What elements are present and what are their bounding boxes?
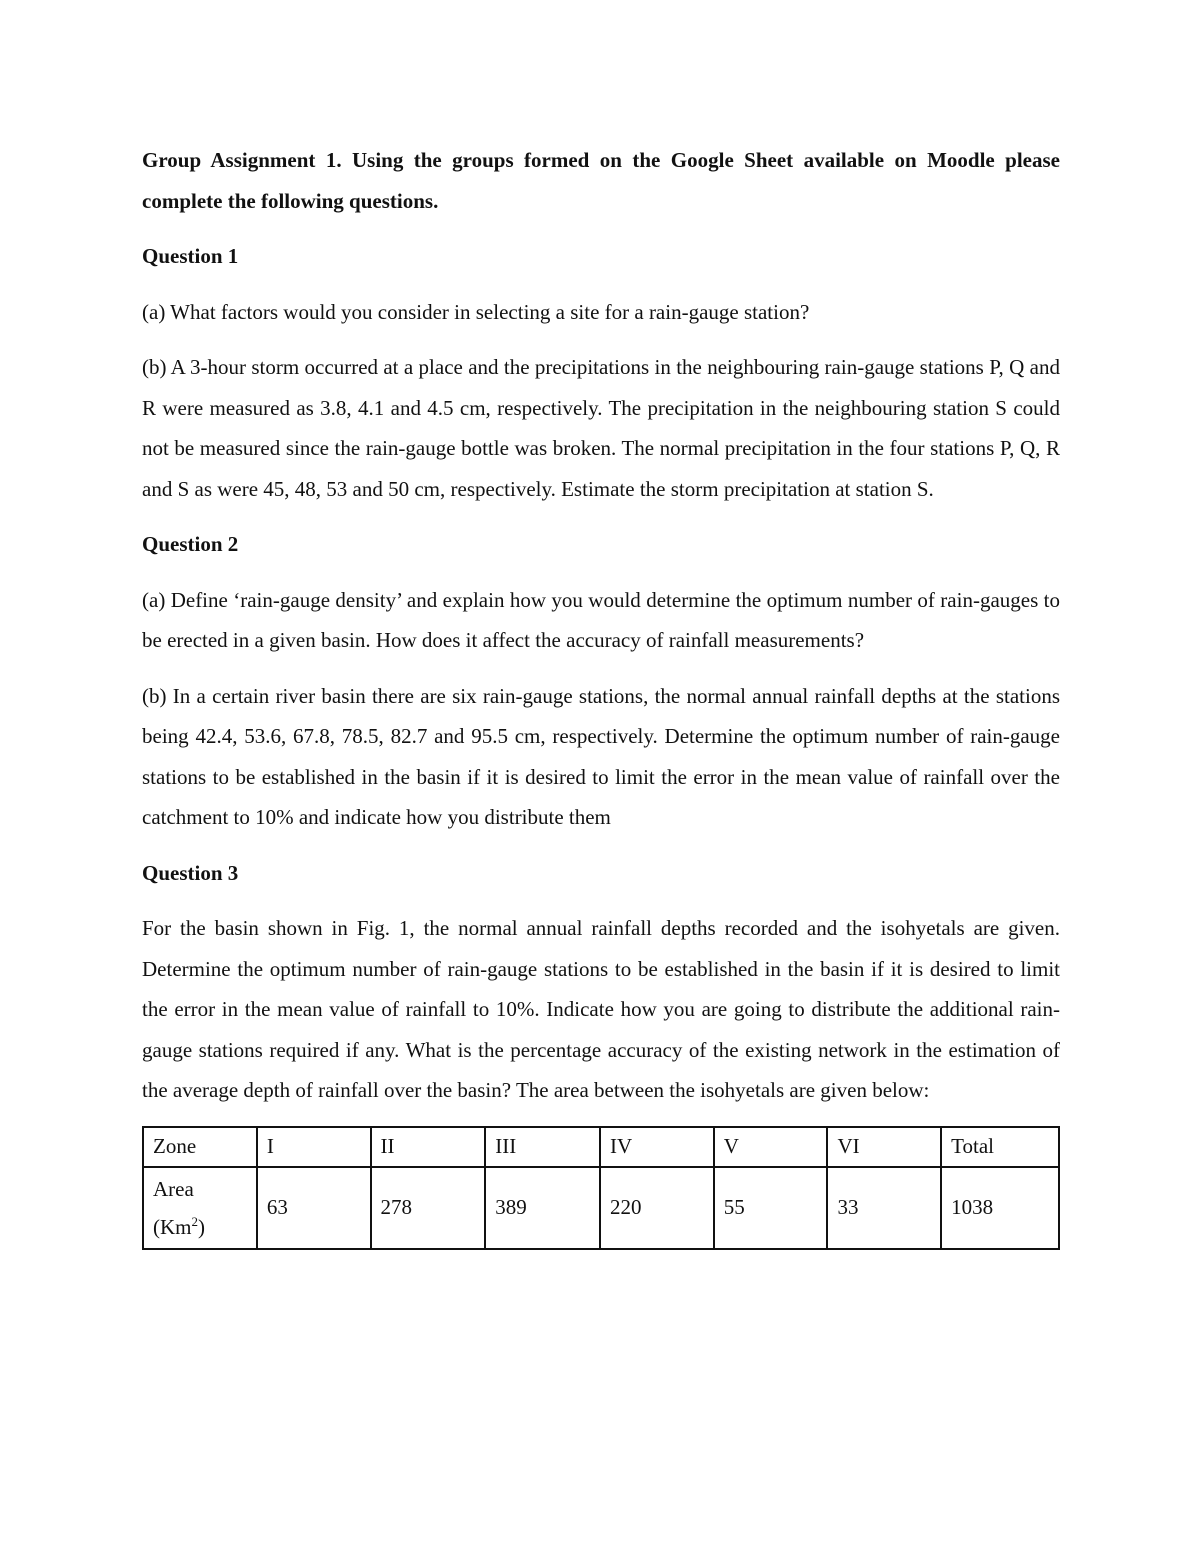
total-label-cell: Total <box>941 1127 1059 1167</box>
area-value-cell: 220 <box>600 1167 714 1249</box>
area-label-text: Area <box>153 1176 194 1201</box>
area-value-cell: 389 <box>485 1167 600 1249</box>
question-2-part-a: (a) Define ‘rain-gauge density’ and explain how you would determine the optimum number of rain-gauges to be erected in a given basin. How does it affect the accuracy of rainfall measurements? <box>142 587 1060 652</box>
zone-cell: IV <box>600 1127 714 1167</box>
area-unit-superscript: 2 <box>191 1213 198 1229</box>
isohyetal-area-table <box>142 1126 1060 1250</box>
area-value-cell: 278 <box>371 1167 486 1249</box>
zone-cell: II <box>371 1127 486 1167</box>
area-unit-suffix: ) <box>198 1214 205 1239</box>
zone-cell: VI <box>827 1127 941 1167</box>
question-1-part-a: (a) What factors would you consider in selecting a site for a rain-gauge station? <box>142 299 810 324</box>
area-value-cell: 63 <box>257 1167 371 1249</box>
zone-label-cell: Zone <box>143 1127 257 1167</box>
area-value-cell: 55 <box>714 1167 828 1249</box>
question-3-heading: Question 3 <box>142 860 239 885</box>
table-header-row <box>143 1127 1059 1167</box>
area-unit-text <box>153 1208 256 1246</box>
question-3-text: For the basin shown in Fig. 1, the normal annual rainfall depths recorded and the isohyetals are given. Determine the optimum number of rain-gauge stations to be established in the basin if it is desired to limit the error in the mean value of rainfall to 10%. Indicate how you are going to distribute the additional rain-gauge stations required if any. What is the percentage accuracy of the existing network in the estimation of the average depth of rainfall over the basin? The area between the isohyetals are given below: <box>142 916 1060 1102</box>
question-2-heading: Question 2 <box>142 532 239 556</box>
question-1-heading: Question 1 <box>142 244 239 268</box>
area-label-cell <box>143 1167 257 1249</box>
total-area-cell: 1038 <box>941 1167 1059 1249</box>
zone-cell: V <box>714 1127 828 1167</box>
document-page <box>142 140 1060 1250</box>
area-unit-prefix: (Km <box>153 1214 192 1239</box>
table-area-row <box>143 1167 1059 1249</box>
zone-cell: III <box>485 1127 600 1167</box>
question-2-part-b: (b) In a certain river basin there are six rain-gauge stations, the normal annual rainfall depths at the stations being 42.4, 53.6, 67.8, 78.5, 82.7 and 95.5 cm, respectively. Determine the optimum number of rain-gauge stations to be established in the basin if it is desired to limit the error in the mean value of rainfall over the catchment to 10% and indicate how you distribute them <box>142 683 1060 829</box>
assignment-intro: Group Assignment 1. Using the groups formed on the Google Sheet available on Moodle please complete the following questions. <box>142 148 1060 213</box>
area-value-cell: 33 <box>827 1167 941 1249</box>
question-1-part-b: (b) A 3-hour storm occurred at a place and the precipitations in the neighbouring rain-gauge stations P, Q and R were measured as 3.8, 4.1 and 4.5 cm, respectively. The precipitation in the neighbouring station S could not be measured since the rain-gauge bottle was broken. The normal precipitation in the four stations P, Q, R and S as were 45, 48, 53 and 50 cm, respectively. Estimate the storm precipitation at station S. <box>142 355 1060 501</box>
zone-cell: I <box>257 1127 371 1167</box>
